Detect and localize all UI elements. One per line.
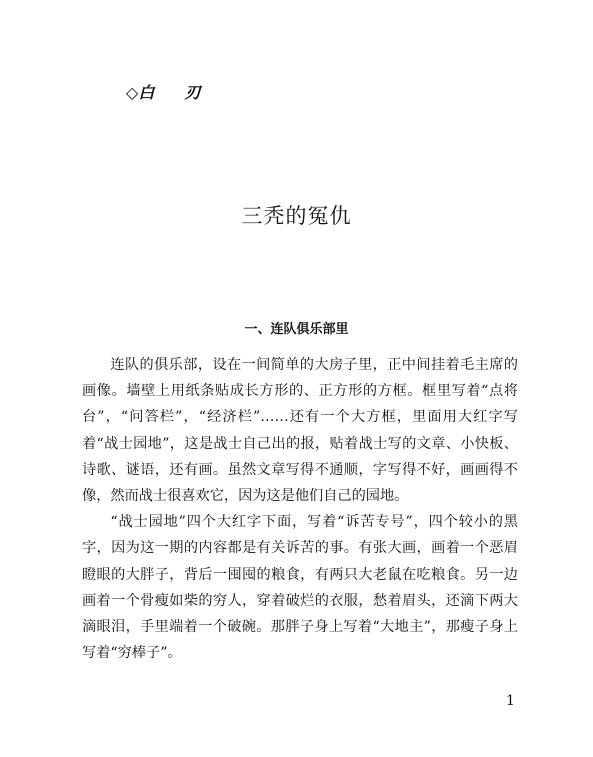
chapter-title: 三秃的冤仇 [241,204,352,228]
body-text [82,352,518,666]
page-number: 1 [506,693,515,709]
paragraph: 连队的俱乐部，设在一间简单的大房子里，正中间挂着毛主席的画像。墙壁上用纸条贴成长方形的、正方形的方框。框里写着“点将台”，“问答栏”，“经济栏”……还有一个大方框，里面用大红字写着“战士园地”，这是战士自己出的报，贴着战士写的文章、小快板、诗歌、谜语，还有画。虽然文章写得不通顺，字写得不好，画画得不像，然而战士很喜欢它，因为这是他们自己的园地。 [82,357,518,505]
diamond-icon: ◇ [126,83,139,102]
section-heading: 一、连队俱乐部里 [244,322,349,337]
author-given-name: 白 [138,83,155,102]
author-family-name: 刃 [184,83,201,102]
paragraph: “战士园地”四个大红字下面，写着“诉苦专号”，四个较小的黑字，因为这一期的内容都是有关诉苦的事。有张大画，画着一个恶眉瞪眼的大胖子，背后一囤囤的粮食，有两只大老鼠在吃粮食。另一边画着一个骨瘦如柴的穷人，穿着破烂的衣服，愁着眉头，还滴下两大滴眼泪，手里端着一个破碗。那胖子身上写着“大地主”，那瘦子身上写着“穷棒子”。 [82,514,518,662]
author-line [126,80,200,103]
